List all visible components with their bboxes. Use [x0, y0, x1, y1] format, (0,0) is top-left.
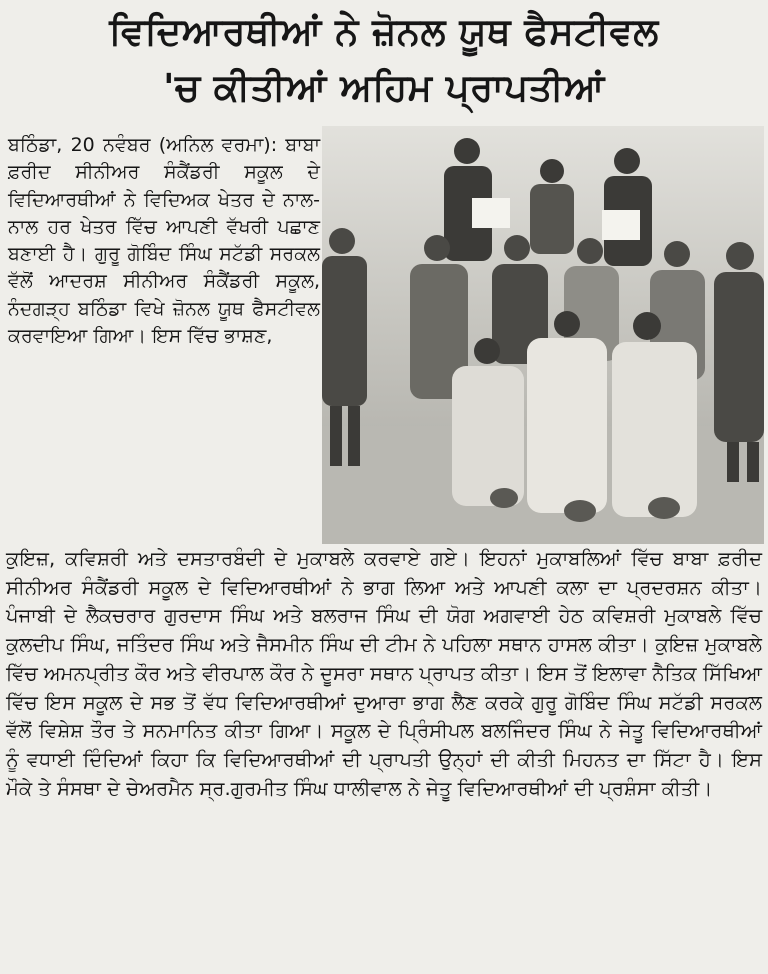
- article-paragraph-main: ਕੁਇਜ਼, ਕਵਿਸ਼ਰੀ ਅਤੇ ਦਸਤਾਰਬੰਦੀ ਦੇ ਮੁਕਾਬਲੇ ਕਰਵਾਏ ਗਏ। ਇਹਨਾਂ ਮੁਕਾਬਲਿਆਂ ਵਿੱਚ ਬਾਬਾ ਫ਼ਰੀਦ ਸੀਨੀਅਰ ਸੰਕੈਂਡਰੀ ਸਕੂਲ ਦੇ ਵਿਦਿਆਰਥੀਆਂ ਨੇ ਭਾਗ ਲਿਆ ਅਤੇ ਆਪਣੀ ਕਲਾ ਦਾ ਪ੍ਰਦਰਸ਼ਨ ਕੀਤਾ। ਪੰਜਾਬੀ ਦੇ ਲੈਕਚਰਾਰ ਗੁਰਦਾਸ ਸਿੰਘ ਅਤੇ ਬਲਰਾਜ ਸਿੰਘ ਦੀ ਯੋਗ ਅਗਵਾਈ ਹੇਠ ਕਵਿਸ਼ਰੀ ਮੁਕਾਬਲੇ ਵਿੱਚ ਕੁਲਦੀਪ ਸਿੰਘ, ਜਤਿੰਦਰ ਸਿੰਘ ਅਤੇ ਜੈਸਮੀਨ ਸਿੰਘ ਦੀ ਟੀਮ ਨੇ ਪਹਿਲਾ ਸਥਾਨ ਹਾਸਲ ਕੀਤਾ। ਕੁਇਜ਼ ਮੁਕਾਬਲੇ ਵਿੱਚ ਅਮਨਪ੍ਰੀਤ ਕੌਰ ਅਤੇ ਵੀਰਪਾਲ ਕੌਰ ਨੇ ਦੂਸਰਾ ਸਥਾਨ ਪ੍ਰਾਪਤ ਕੀਤਾ। ਇਸ ਤੋਂ ਇਲਾਵਾ ਨੈਤਿਕ ਸਿੱਖਿਆ ਵਿੱਚ ਇਸ ਸਕੂਲ ਦੇ ਸਭ ਤੋਂ ਵੱਧ ਵਿਦਿਆਰਥੀਆਂ ਦੁਆਰਾ ਭਾਗ ਲੈਣ ਕਰਕੇ ਗੁਰੂ ਗੋਬਿੰਦ ਸਿੰਘ ਸਟੱਡੀ ਸਰਕਲ ਵੱਲੋਂ ਵਿਸ਼ੇਸ਼ ਤੌਰ ਤੇ ਸਨਮਾਨਿਤ ਕੀਤਾ ਗਿਆ। ਸਕੂਲ ਦੇ ਪ੍ਰਿੰਸੀਪਲ ਬਲਜਿੰਦਰ ਸਿੰਘ ਨੇ ਜੇਤੂ ਵਿਦਿਆਰਥੀਆਂ ਨੂੰ ਵਧਾਈ ਦਿੰਦਿਆਂ ਕਿਹਾ ਕਿ ਵਿਦਿਆਰਥੀਆਂ ਦੀ ਪ੍ਰਾਪਤੀ ਉਨ੍ਹਾਂ ਦੀ ਕੀਤੀ ਮਿਹਨਤ ਦਾ ਸਿੱਟਾ ਹੈ। ਇਸ ਮੌਕੇ ਤੇ ਸੰਸਥਾ ਦੇ ਚੇਅਰਮੈਨ ਸ੍ਰ.ਗੁਰਮੀਤ ਸਿੰਘ ਧਾਲੀਵਾਲ ਨੇ ਜੇਤੂ ਵਿਦਿਆਰਥੀਆਂ ਦੀ ਪ੍ਰਸ਼ੰਸਾ ਕੀਤੀ।: [6, 547, 762, 800]
- article-wide-text: [6, 545, 762, 803]
- article-column-text: [8, 132, 320, 350]
- headline-line-2: 'ਚ ਕੀਤੀਆਂ ਅਹਿਮ ਪ੍ਰਾਪਤੀਆਂ: [163, 66, 605, 109]
- headline-line-1: ਵਿਦਿਆਰਥੀਆਂ ਨੇ ਜ਼ੋਨਲ ਯੂਥ ਫੈਸਟੀਵਲ: [109, 10, 659, 53]
- group-photo-image: [322, 126, 764, 544]
- group-photo: [322, 126, 764, 544]
- article-paragraph-intro: ਬਠਿੰਡਾ, 20 ਨਵੰਬਰ (ਅਨਿਲ ਵਰਮਾ): ਬਾਬਾ ਫ਼ਰੀਦ ਸੀਨੀਅਰ ਸੰਕੈਂਡਰੀ ਸਕੂਲ ਦੇ ਵਿਦਿਆਰਥੀਆਂ ਨੇ ਵਿਦਿਅਕ ਖੇਤਰ ਦੇ ਨਾਲ-ਨਾਲ ਹਰ ਖੇਤਰ ਵਿੱਚ ਆਪਣੀ ਵੱਖਰੀ ਪਛਾਣ ਬਣਾਈ ਹੈ। ਗੁਰੂ ਗੋਬਿੰਦ ਸਿੰਘ ਸਟੱਡੀ ਸਰਕਲ ਵੱਲੋਂ ਆਦਰਸ਼ ਸੀਨੀਅਰ ਸੰਕੈਂਡਰੀ ਸਕੂਲ, ਨੰਦਗੜ੍ਹ ਬਠਿੰਡਾ ਵਿਖੇ ਜ਼ੋਨਲ ਯੂਥ ਫੈਸਟੀਵਲ ਕਰਵਾਇਆ ਗਿਆ। ਇਸ ਵਿੱਚ ਭਾਸ਼ਣ,: [8, 134, 320, 348]
- headline: [0, 4, 768, 116]
